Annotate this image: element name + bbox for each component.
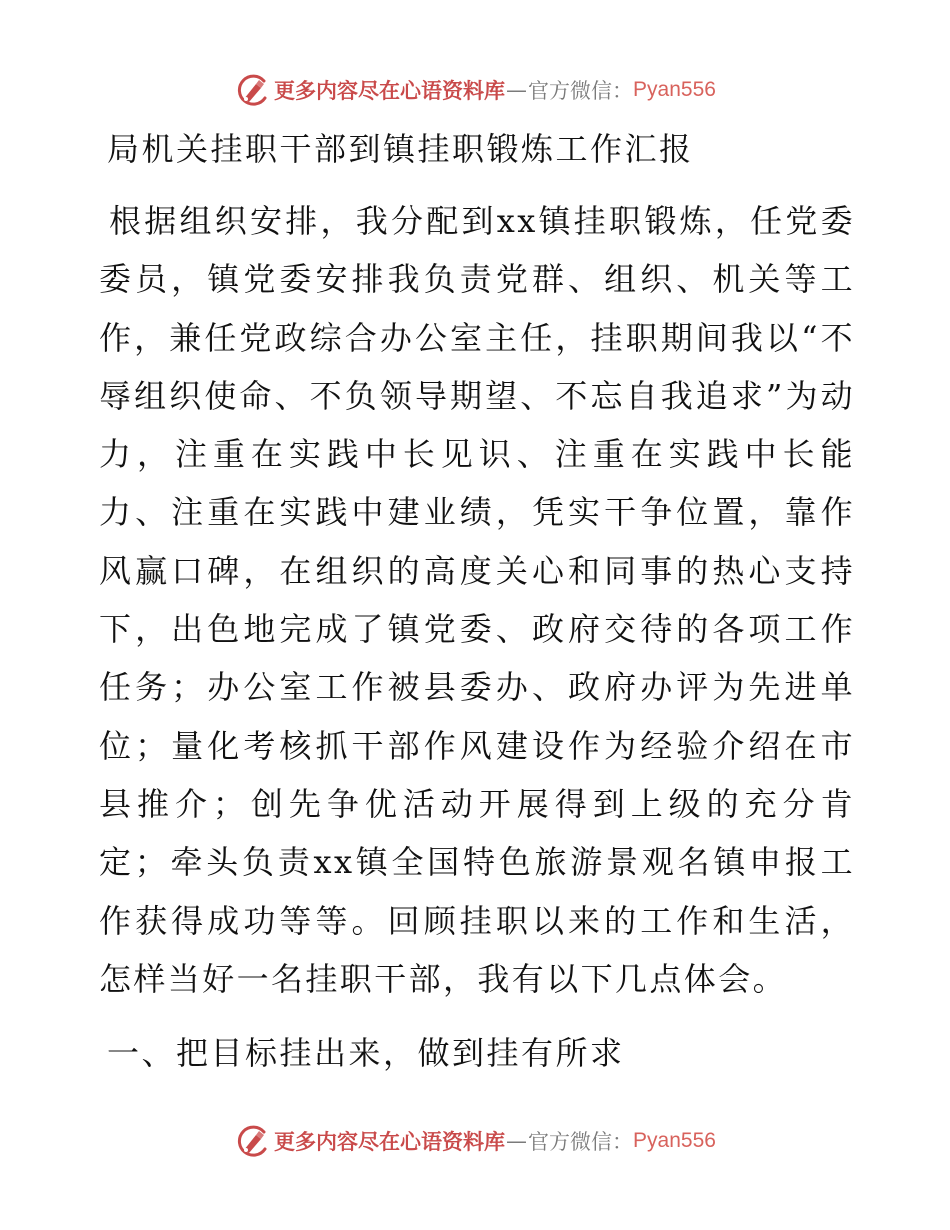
wechat-id: Pyan556 bbox=[633, 1129, 716, 1152]
pen-circle-logo-icon bbox=[234, 1123, 270, 1159]
section-heading: 一、把目标挂出来，做到挂有所求 bbox=[107, 1034, 625, 1072]
footer-banner bbox=[0, 1119, 950, 1163]
wechat-id: Pyan556 bbox=[633, 78, 716, 101]
header-banner bbox=[0, 68, 950, 112]
official-wechat-label: 官方微信： bbox=[528, 1130, 634, 1154]
body-paragraph: 根据组织安排，我分配到xx镇挂职锻炼，任党委委员，镇党委安排我负责党群、组织、机关等工作，兼任党政综合办公室主任，挂职期间我以“不辱组织使命、不负领导期望、不忘自我追求”为动力，注重在实践中长见识、注重在实践中长能力、注重在实践中建业绩，凭实干争位置，靠作风赢口碑，在组织的高度关心和同事的热心支持下，出色地完成了镇党委、政府交待的各项工作任务；办公室工作被县委办、政府办评为先进单位；量化考核抓干部作风建设作为经验介绍在市县推介；创先争优活动开展得到上级的充分肯定；牵头负责xx镇全国特色旅游景观名镇申报工作获得成功等等。回顾挂职以来的工作和生活，怎样当好一名挂职干部，我有以下几点体会。 bbox=[99, 202, 855, 998]
document-title: 局机关挂职干部到镇挂职锻炼工作汇报 bbox=[107, 130, 694, 168]
promo-text: 更多内容尽在心语资料库 bbox=[274, 1129, 506, 1154]
banner-dash: — bbox=[506, 1129, 528, 1153]
banner-dash: — bbox=[506, 78, 528, 102]
pen-circle-logo-icon bbox=[234, 72, 270, 108]
official-wechat-label: 官方微信： bbox=[528, 79, 634, 103]
promo-text: 更多内容尽在心语资料库 bbox=[274, 78, 506, 103]
